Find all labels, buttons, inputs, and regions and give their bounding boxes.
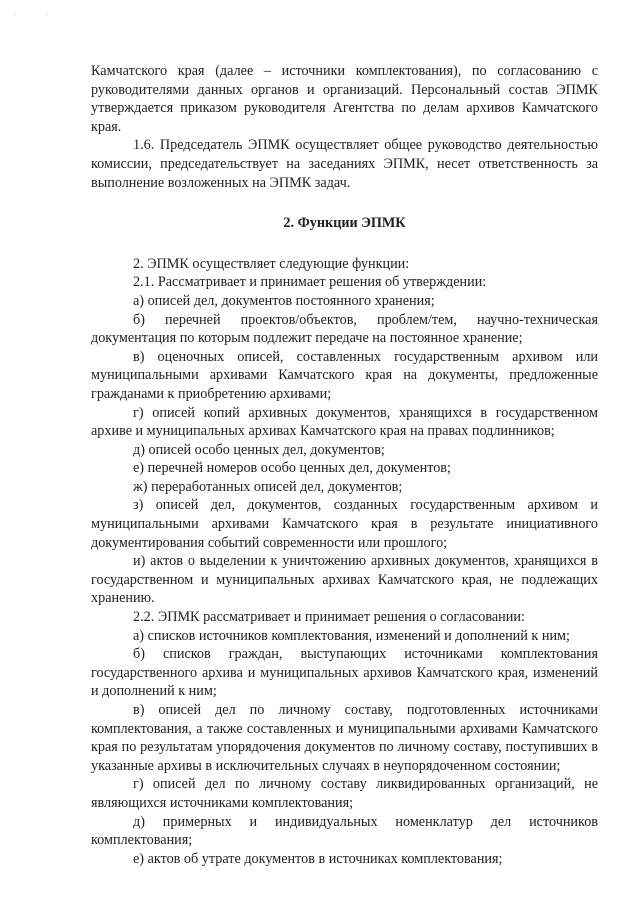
list-item: г) описей дел по личному составу ликвидированных организаций, не являющихся источниками комплектования; — [91, 776, 598, 811]
scan-artifact-right: · — [46, 10, 49, 19]
list-item: а) списков источников комплектования, изменений и дополнений к ним; — [133, 627, 570, 644]
scan-artifact-left: · — [14, 10, 17, 19]
list-item: в) оценочных описей, составленных государственным архивом или муниципальными архивами Камчатского края на документы, предложенные гражданами к приобретению архивами; — [91, 348, 598, 402]
paragraph: 2.1. Рассматривает и принимает решения об утверждении: — [133, 274, 487, 291]
list-item: в) описей дел по личному составу, подготовленных источниками комплектования, а также составленных и муниципальными архивами Камчатского края по результатам упорядочения документов по личному составу, поступивших в указанные архивы в исключительных случаях в неупорядоченном состоянии; — [91, 702, 598, 774]
list-item: д) примерных и индивидуальных номенклатур дел источников комплектования; — [91, 813, 598, 849]
list-item: е) актов об утрате документов в источниках комплектования; — [133, 850, 503, 867]
list-item: б) списков граждан, выступающих источниками комплектования государственного архива и муниципальных архивов Камчатского края, изменений и дополнений к ним; — [91, 646, 598, 700]
paragraph: 2. ЭПМК осуществляет следующие функции: — [133, 255, 410, 272]
list-item: и) актов о выделении к уничтожению архивных документов, хранящихся в государственном и муниципальных архивах Камчатского края, не подлежащих хранению. — [91, 553, 598, 607]
list-item: ж) переработанных описей дел, документов; — [133, 478, 403, 495]
paragraph-1-6: 1.6. Председатель ЭПМК осуществляет общее руководство деятельностью комиссии, председательствует на заседаниях ЭПМК, несет ответственность за выполнение возложенных на ЭПМК задач. — [91, 137, 598, 191]
section-heading: 2. Функции ЭПМК — [283, 215, 406, 232]
document-body — [91, 62, 598, 868]
list-item: д) описей особо ценных дел, документов; — [133, 441, 385, 458]
list-item: а) описей дел, документов постоянного хранения; — [133, 292, 435, 309]
list-item: з) описей дел, документов, созданных государственным архивом и муниципальными архивами Камчатского края в результате инициативного документирования событий современности или прошлого; — [91, 497, 598, 551]
list-item: е) перечней номеров особо ценных дел, документов; — [133, 460, 451, 477]
paragraph-continuation: Камчатского края (далее – источники комплектования), по согласованию с руководителями данных органов и организаций. Персональный состав ЭПМК утверждается приказом руководителя Агентства по делам архивов Камчатского края. — [91, 63, 598, 135]
paragraph: 2.2. ЭПМК рассматривает и принимает решения о согласовании: — [133, 609, 525, 626]
list-item: г) описей копий архивных документов, хранящихся в государственном архиве и муниципальных архивах Камчатского края на правах подлинников; — [91, 404, 598, 440]
list-item: б) перечней проектов/объектов, проблем/тем, научно-техническая документация по которым подлежит передаче на постоянное хранение; — [91, 311, 598, 347]
